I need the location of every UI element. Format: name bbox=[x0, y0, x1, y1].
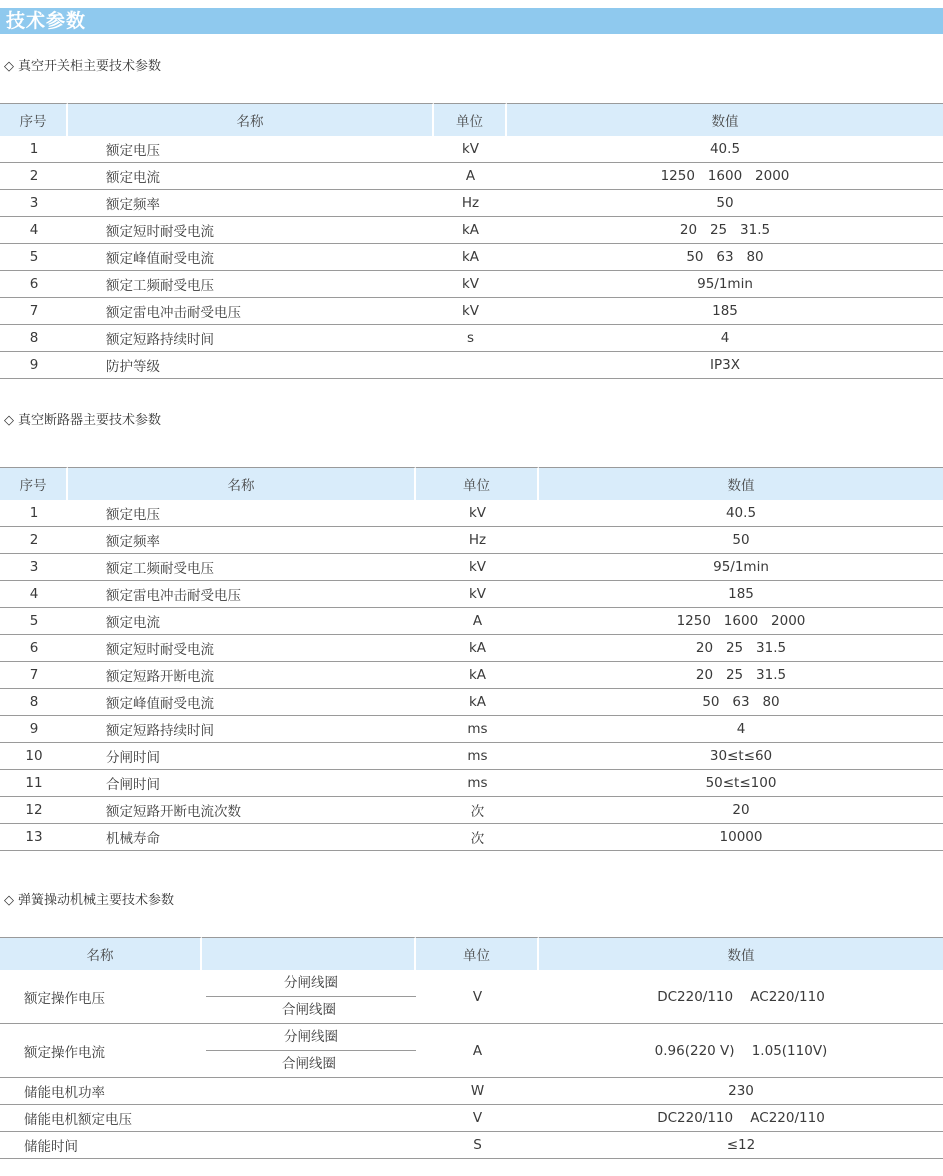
header-name: 名称 bbox=[68, 103, 434, 136]
row-index: 11 bbox=[0, 770, 68, 797]
row-unit: V bbox=[416, 970, 539, 1024]
row-index: 1 bbox=[0, 136, 68, 163]
table-row bbox=[0, 689, 943, 716]
row-index: 1 bbox=[0, 500, 68, 527]
row-unit: kA bbox=[434, 244, 507, 271]
sub-item-label: 合闸线圈 bbox=[282, 1002, 336, 1018]
row-name: 额定电流 bbox=[68, 163, 434, 190]
breaker-table bbox=[0, 467, 943, 851]
row-value: 50≤t≤100 bbox=[539, 770, 943, 797]
row-name: 合闸时间 bbox=[68, 770, 416, 797]
row-name: 额定频率 bbox=[68, 527, 416, 554]
row-name: 额定工频耐受电压 bbox=[68, 271, 434, 298]
empty-cell bbox=[202, 1105, 416, 1132]
table-row bbox=[0, 824, 943, 851]
empty-cell bbox=[202, 1132, 416, 1159]
row-index: 5 bbox=[0, 244, 68, 271]
row-name: 机械寿命 bbox=[68, 824, 416, 851]
table-row bbox=[0, 716, 943, 743]
header-unit: 单位 bbox=[434, 103, 507, 136]
table-row bbox=[0, 527, 943, 554]
row-value: 30≤t≤60 bbox=[539, 743, 943, 770]
row-name: 额定短路持续时间 bbox=[68, 716, 416, 743]
sub-items bbox=[202, 970, 416, 1024]
row-name: 储能电机功率 bbox=[0, 1078, 202, 1105]
row-unit: W bbox=[416, 1078, 539, 1105]
row-value: 50 63 80 bbox=[539, 689, 943, 716]
row-value: 20 25 31.5 bbox=[507, 217, 943, 244]
row-index: 3 bbox=[0, 190, 68, 217]
row-index: 3 bbox=[0, 554, 68, 581]
sub-item-label: 合闸线圈 bbox=[282, 1056, 336, 1072]
row-value: ≤12 bbox=[539, 1132, 943, 1159]
diamond-icon: ◇ bbox=[4, 413, 14, 428]
table-header-row bbox=[0, 103, 943, 136]
table-row bbox=[0, 608, 943, 635]
row-index: 12 bbox=[0, 797, 68, 824]
row-name: 额定工频耐受电压 bbox=[68, 554, 416, 581]
table-row bbox=[0, 581, 943, 608]
row-index: 4 bbox=[0, 581, 68, 608]
row-unit: kA bbox=[416, 635, 539, 662]
switchgear-section-title: ◇ 真空开关柜主要技术参数 bbox=[4, 59, 162, 74]
row-unit: Hz bbox=[416, 527, 539, 554]
row-index: 7 bbox=[0, 298, 68, 325]
row-name: 额定操作电压 bbox=[0, 970, 202, 1024]
table-row bbox=[0, 770, 943, 797]
row-value: 40.5 bbox=[539, 500, 943, 527]
row-name: 额定短路开断电流 bbox=[68, 662, 416, 689]
switchgear-table bbox=[0, 103, 943, 379]
row-value: 185 bbox=[539, 581, 943, 608]
row-unit: kA bbox=[416, 662, 539, 689]
row-name: 额定短时耐受电流 bbox=[68, 635, 416, 662]
table-row bbox=[0, 190, 943, 217]
diamond-icon: ◇ bbox=[4, 59, 14, 74]
row-name: 额定雷电冲击耐受电压 bbox=[68, 581, 416, 608]
header-value: 数值 bbox=[539, 937, 943, 970]
row-value: 50 bbox=[507, 190, 943, 217]
row-value: 20 25 31.5 bbox=[539, 662, 943, 689]
table-row bbox=[0, 325, 943, 352]
diamond-icon: ◇ bbox=[4, 893, 14, 908]
breaker-section-title: ◇ 真空断路器主要技术参数 bbox=[4, 413, 162, 428]
row-index: 8 bbox=[0, 325, 68, 352]
row-index: 8 bbox=[0, 689, 68, 716]
row-name: 额定雷电冲击耐受电压 bbox=[68, 298, 434, 325]
row-name: 储能电机额定电压 bbox=[0, 1105, 202, 1132]
row-value: 1250 1600 2000 bbox=[507, 163, 943, 190]
row-name: 额定电流 bbox=[68, 608, 416, 635]
row-name: 额定峰值耐受电流 bbox=[68, 244, 434, 271]
row-index: 4 bbox=[0, 217, 68, 244]
row-unit: 次 bbox=[416, 824, 539, 851]
empty-cell bbox=[202, 1078, 416, 1105]
row-name: 防护等级 bbox=[68, 352, 434, 379]
row-index: 7 bbox=[0, 662, 68, 689]
header-unit: 单位 bbox=[416, 937, 539, 970]
row-name: 额定短路持续时间 bbox=[68, 325, 434, 352]
row-unit: kV bbox=[434, 136, 507, 163]
mechanism-section-title: ◇ 弹簧操动机械主要技术参数 bbox=[4, 893, 175, 908]
row-value: IP3X bbox=[507, 352, 943, 379]
table-row bbox=[0, 271, 943, 298]
row-unit: ms bbox=[416, 770, 539, 797]
row-value: 10000 bbox=[539, 824, 943, 851]
sub-item-label: 分闸线圈 bbox=[206, 1024, 416, 1051]
row-unit: A bbox=[416, 608, 539, 635]
row-index: 10 bbox=[0, 743, 68, 770]
row-unit: S bbox=[416, 1132, 539, 1159]
row-name: 额定短时耐受电流 bbox=[68, 217, 434, 244]
row-value: 20 25 31.5 bbox=[539, 635, 943, 662]
table-row bbox=[0, 1132, 943, 1159]
table-row bbox=[0, 554, 943, 581]
header-unit: 单位 bbox=[416, 467, 539, 500]
row-name: 额定电压 bbox=[68, 500, 416, 527]
row-unit: A bbox=[434, 163, 507, 190]
table-header-row bbox=[0, 937, 943, 970]
row-index: 2 bbox=[0, 163, 68, 190]
row-index: 9 bbox=[0, 352, 68, 379]
row-index: 9 bbox=[0, 716, 68, 743]
table-header-row bbox=[0, 467, 943, 500]
section-banner bbox=[0, 8, 943, 34]
table-row bbox=[0, 163, 943, 190]
row-value: 1250 1600 2000 bbox=[539, 608, 943, 635]
row-value: 50 bbox=[539, 527, 943, 554]
row-name: 额定峰值耐受电流 bbox=[68, 689, 416, 716]
row-unit bbox=[434, 352, 507, 379]
table-row bbox=[0, 1078, 943, 1105]
table-row bbox=[0, 136, 943, 163]
row-value: 50 63 80 bbox=[507, 244, 943, 271]
row-unit: Hz bbox=[434, 190, 507, 217]
row-name: 储能时间 bbox=[0, 1132, 202, 1159]
table-row bbox=[0, 970, 943, 1024]
row-value: DC220/110 AC220/110 bbox=[539, 970, 943, 1024]
page-title: 技术参数 bbox=[6, 10, 87, 32]
table-row bbox=[0, 298, 943, 325]
header-name: 名称 bbox=[0, 937, 202, 970]
row-unit: kV bbox=[416, 581, 539, 608]
table-row bbox=[0, 1024, 943, 1078]
table-row bbox=[0, 662, 943, 689]
header-subname bbox=[202, 937, 416, 970]
row-unit: s bbox=[434, 325, 507, 352]
header-name: 名称 bbox=[68, 467, 416, 500]
row-unit: A bbox=[416, 1024, 539, 1078]
row-unit: 次 bbox=[416, 797, 539, 824]
row-unit: ms bbox=[416, 743, 539, 770]
row-value: 230 bbox=[539, 1078, 943, 1105]
table-row bbox=[0, 500, 943, 527]
row-index: 2 bbox=[0, 527, 68, 554]
header-index: 序号 bbox=[0, 103, 68, 136]
row-unit: kA bbox=[434, 217, 507, 244]
row-name: 额定频率 bbox=[68, 190, 434, 217]
row-value: 95/1min bbox=[507, 271, 943, 298]
header-value: 数值 bbox=[539, 467, 943, 500]
row-unit: kV bbox=[416, 500, 539, 527]
row-unit: kV bbox=[416, 554, 539, 581]
row-unit: kV bbox=[434, 298, 507, 325]
row-value: 185 bbox=[507, 298, 943, 325]
row-value: DC220/110 AC220/110 bbox=[539, 1105, 943, 1132]
row-name: 额定电压 bbox=[68, 136, 434, 163]
table-row bbox=[0, 352, 943, 379]
row-name: 额定短路开断电流次数 bbox=[68, 797, 416, 824]
sub-items bbox=[202, 1024, 416, 1078]
row-index: 6 bbox=[0, 635, 68, 662]
table-row bbox=[0, 635, 943, 662]
row-value: 4 bbox=[539, 716, 943, 743]
row-name: 额定操作电流 bbox=[0, 1024, 202, 1078]
table-row bbox=[0, 244, 943, 271]
row-index: 5 bbox=[0, 608, 68, 635]
row-value: 95/1min bbox=[539, 554, 943, 581]
row-value: 0.96(220 V) 1.05(110V) bbox=[539, 1024, 943, 1078]
row-value: 4 bbox=[507, 325, 943, 352]
header-value: 数值 bbox=[507, 103, 943, 136]
row-unit: V bbox=[416, 1105, 539, 1132]
table-row bbox=[0, 217, 943, 244]
table-row bbox=[0, 743, 943, 770]
table-row bbox=[0, 1105, 943, 1132]
mechanism-table bbox=[0, 937, 943, 1159]
row-value: 40.5 bbox=[507, 136, 943, 163]
row-name: 分闸时间 bbox=[68, 743, 416, 770]
row-index: 13 bbox=[0, 824, 68, 851]
row-unit: kA bbox=[416, 689, 539, 716]
row-unit: ms bbox=[416, 716, 539, 743]
header-index: 序号 bbox=[0, 467, 68, 500]
row-index: 6 bbox=[0, 271, 68, 298]
table-row bbox=[0, 797, 943, 824]
row-unit: kV bbox=[434, 271, 507, 298]
row-value: 20 bbox=[539, 797, 943, 824]
sub-item-label: 分闸线圈 bbox=[206, 970, 416, 997]
